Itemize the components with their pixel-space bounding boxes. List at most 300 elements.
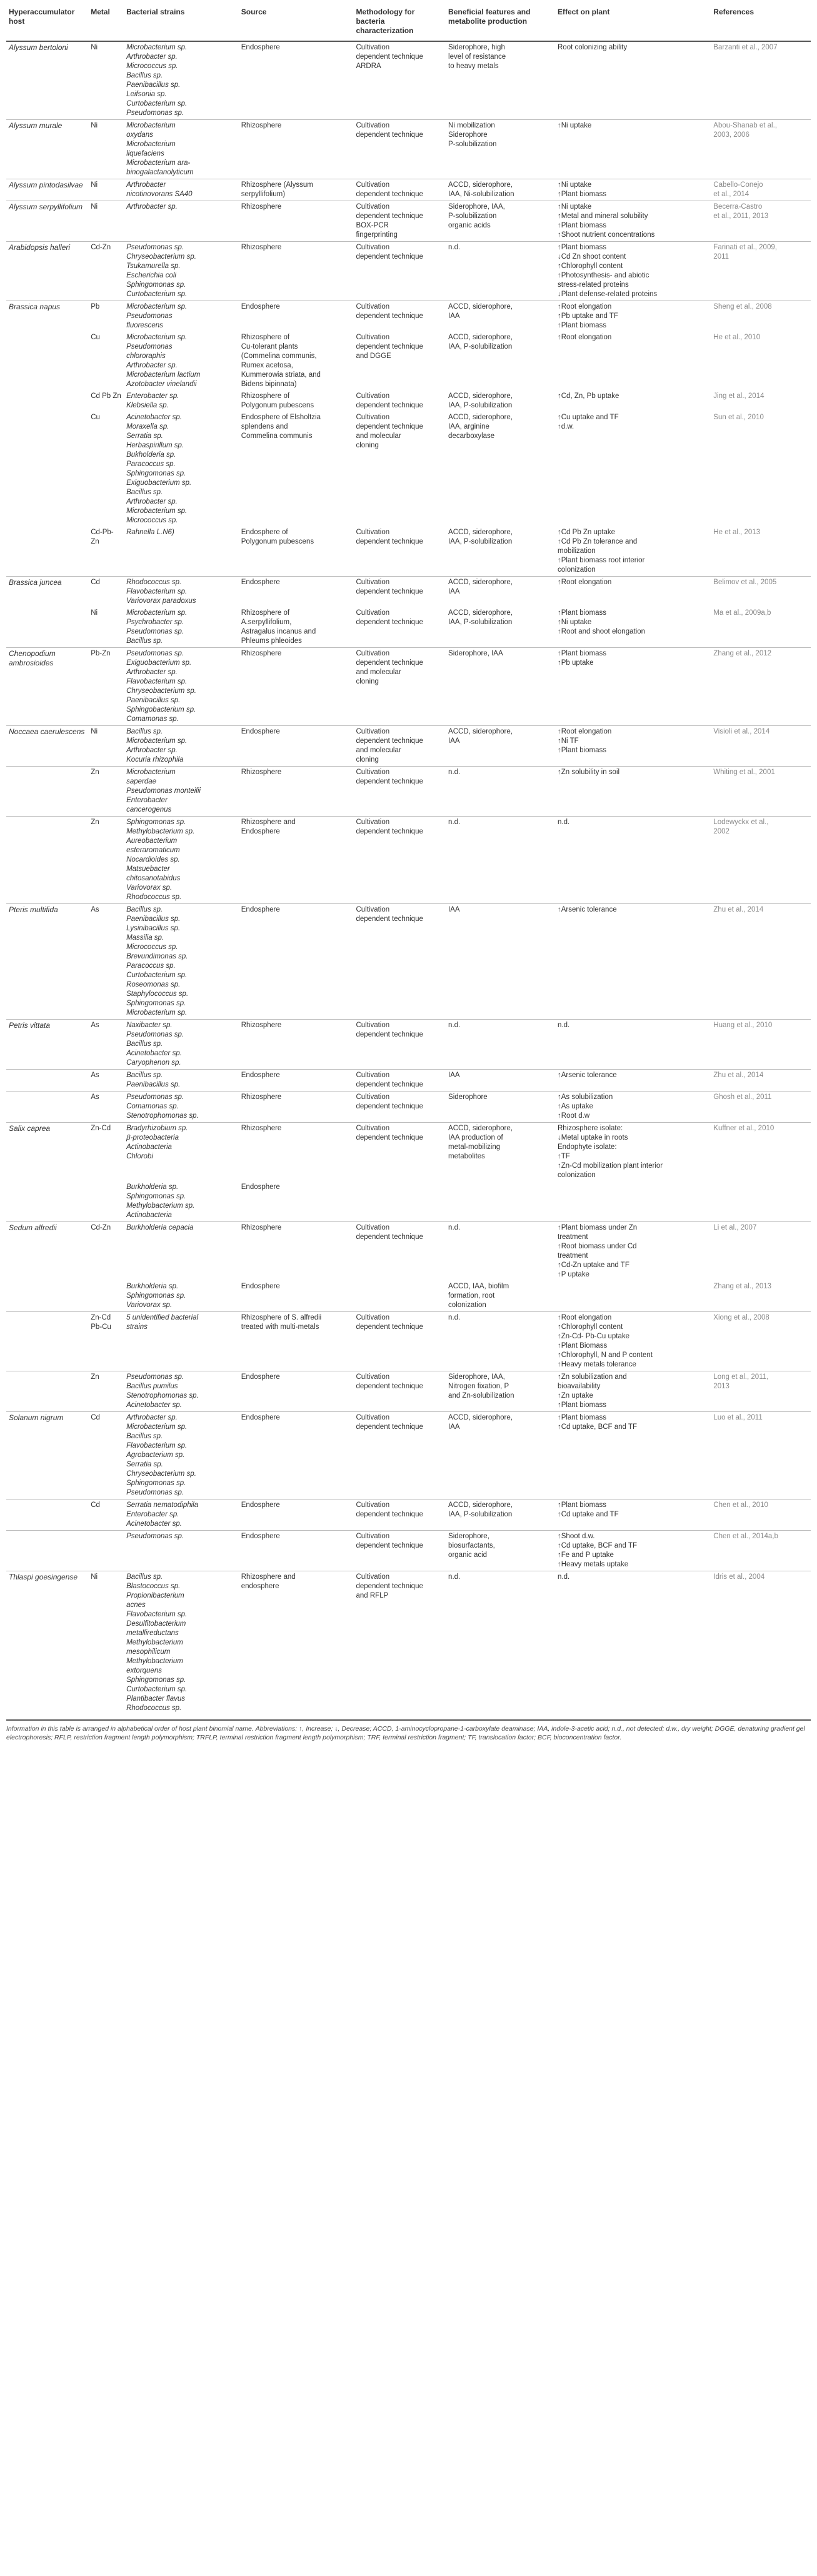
cell-effect-line: n.d. <box>558 1573 570 1581</box>
cell-method-line: dependent technique <box>356 778 423 785</box>
cell-features <box>446 390 555 412</box>
cell-method <box>353 1181 446 1222</box>
cell-source-line: Rhizosphere <box>241 1224 282 1231</box>
hyperaccumulator-table <box>6 5 811 1714</box>
cell-strains-line: Curtobacterium sp. <box>126 100 188 107</box>
cell-metal: As <box>88 1070 124 1092</box>
cell-source-line: Rhizosphere of <box>241 392 290 400</box>
cell-source <box>239 1070 354 1092</box>
cell-host: Salix caprea <box>6 1123 88 1182</box>
cell-features-line: Siderophore <box>448 131 488 139</box>
cell-effect-line: n.d. <box>558 818 570 826</box>
cell-metal: Ni <box>88 120 124 179</box>
cell-reference <box>711 332 811 390</box>
cell-strains-line: Microbacterium sp. <box>126 334 188 341</box>
cell-features <box>446 179 555 201</box>
cell-method <box>353 726 446 767</box>
cell-strains-line: Comamonas sp. <box>126 715 179 723</box>
cell-source <box>239 767 354 817</box>
cell-features-line: IAA <box>448 1072 460 1079</box>
cell-effect-line: ↑Cd-Zn uptake and TF <box>558 1261 629 1269</box>
cell-strains-line: Enterobacter sp. <box>126 392 179 400</box>
cell-strains-line: liquefaciens <box>126 150 164 157</box>
cell-source <box>239 332 354 390</box>
cell-host <box>6 1181 88 1222</box>
cell-reference-line: Xiong et al., 2008 <box>713 1314 769 1321</box>
cell-features-line: IAA, P-solubilization <box>448 343 513 351</box>
cell-source <box>239 301 354 332</box>
cell-strains-line: Arthrobacter sp. <box>126 747 178 754</box>
cell-reference <box>711 1070 811 1092</box>
cell-source <box>239 120 354 179</box>
cell-method-line: Cultivation <box>356 203 390 211</box>
cell-strains <box>124 120 239 179</box>
cell-effect-line: ↑Ni uptake <box>558 122 592 129</box>
cell-features <box>446 412 555 527</box>
cell-features-line: IAA <box>448 906 460 913</box>
cell-strains <box>124 1371 239 1412</box>
cell-method <box>353 242 446 301</box>
cell-strains-line: Pseudomonas sp. <box>126 244 184 251</box>
cell-strains <box>124 904 239 1020</box>
cell-effect-line: ↑Photosynthesis- and abiotic <box>558 272 649 279</box>
cell-reference-line: 2011 <box>713 253 729 261</box>
cell-strains-line: Pseudomonas sp. <box>126 650 184 657</box>
cell-effect-line: ↑Plant biomass <box>558 322 606 329</box>
cell-method-line: Cultivation <box>356 579 390 586</box>
cell-features-line: IAA <box>448 588 460 595</box>
cell-source <box>239 41 354 120</box>
cell-reference <box>711 1181 811 1222</box>
cell-method-line: dependent technique <box>356 1031 423 1038</box>
cell-strains-line: Arthrobacter sp. <box>126 203 178 211</box>
cell-host: Alyssum murale <box>6 120 88 179</box>
cell-features-line: formation, root <box>448 1292 495 1300</box>
cell-effect <box>555 242 711 301</box>
cell-effect-line: ↑Cd uptake and TF <box>558 1511 619 1518</box>
cell-strains-line: Curtobacterium sp. <box>126 972 188 979</box>
cell-source <box>239 1531 354 1571</box>
cell-strains-line: Arthrobacter sp. <box>126 498 178 505</box>
cell-strains-line: Rhodococcus sp. <box>126 579 182 586</box>
cell-features-line: and Zn-solubilization <box>448 1392 514 1400</box>
cell-reference <box>711 1412 811 1499</box>
cell-effect-line: Endophyte isolate: <box>558 1143 617 1151</box>
cell-source <box>239 726 354 767</box>
cell-host <box>6 390 88 412</box>
cell-features-line: ACCD, siderophore, <box>448 303 513 311</box>
cell-features-line: ACCD, siderophore, <box>448 579 513 586</box>
cell-features <box>446 1412 555 1499</box>
cell-strains-line: mesophilicum <box>126 1648 171 1656</box>
cell-effect-line: ↑TF <box>558 1153 570 1160</box>
table-row <box>6 1412 811 1499</box>
cell-method <box>353 1571 446 1715</box>
cell-effect <box>555 767 711 817</box>
cell-effect-line: ↑Chlorophyll content <box>558 1323 623 1331</box>
cell-source-line: Rhizosphere of <box>241 609 290 617</box>
cell-method <box>353 904 446 1020</box>
cell-strains-line: Serratia sp. <box>126 432 163 440</box>
cell-effect-line: ↑Root d.w <box>558 1112 590 1120</box>
cell-features <box>446 242 555 301</box>
cell-strains-line: Klebsiella sp. <box>126 402 169 409</box>
cell-features <box>446 904 555 1020</box>
cell-reference-line: Kuffner et al., 2010 <box>713 1125 774 1132</box>
cell-strains-line: Microbacterium sp. <box>126 609 188 617</box>
cell-reference-line: Jing et al., 2014 <box>713 392 764 400</box>
cell-metal: Zn <box>88 1371 124 1412</box>
cell-strains-line: Microbacterium sp. <box>126 1009 188 1017</box>
cell-effect-line: ↑Fe and P uptake <box>558 1551 614 1559</box>
cell-strains-line: Sphingomonas sp. <box>126 818 186 826</box>
cell-effect-line: ↑Ni uptake <box>558 203 592 211</box>
header-strains: Bacterial strains <box>124 5 239 41</box>
cell-source <box>239 412 354 527</box>
cell-features-line: ACCD, siderophore, <box>448 334 513 341</box>
cell-strains-line: Sphingobacterium sp. <box>126 706 196 714</box>
cell-source-line: treated with multi-metals <box>241 1323 319 1331</box>
cell-strains-line: Micrococcus sp. <box>126 943 178 951</box>
cell-strains-line: Flavobacterium sp. <box>126 1442 188 1450</box>
cell-source-line: Rhizosphere <box>241 1022 282 1029</box>
cell-effect <box>555 607 711 648</box>
cell-reference-line: Belimov et al., 2005 <box>713 579 777 586</box>
cell-strains-line: Sphingomonas sp. <box>126 1193 186 1200</box>
table-row <box>6 1070 811 1092</box>
cell-features-line: n.d. <box>448 818 461 826</box>
cell-method <box>353 1499 446 1531</box>
cell-reference-line: Idris et al., 2004 <box>713 1573 765 1581</box>
cell-strains-line: Micrococcus sp. <box>126 517 178 524</box>
cell-strains-line: Bradyrhizobium sp. <box>126 1125 188 1132</box>
cell-strains <box>124 1412 239 1499</box>
cell-source <box>239 1571 354 1715</box>
cell-features-line: ACCD, siderophore, <box>448 181 513 189</box>
cell-strains-line: Staphylococcus sp. <box>126 990 189 998</box>
cell-strains-line: Micrococcus sp. <box>126 62 178 70</box>
cell-strains-line: Microbacterium <box>126 122 176 129</box>
cell-method-line: cloning <box>356 678 379 685</box>
cell-features <box>446 1092 555 1123</box>
cell-strains-line: Pseudomonas sp. <box>126 109 184 117</box>
cell-method-line: Cultivation <box>356 609 390 617</box>
cell-effect <box>555 332 711 390</box>
cell-strains-line: Chryseobacterium sp. <box>126 1470 196 1478</box>
cell-features-line: metabolites <box>448 1153 485 1160</box>
cell-strains-line: Kocuria rhizophila <box>126 756 184 763</box>
cell-metal: Cd-Zn <box>88 1222 124 1281</box>
cell-method-line: Cultivation <box>356 1414 390 1421</box>
cell-strains-line: Paracoccus sp. <box>126 460 176 468</box>
cell-strains-line: Paenibacillus sp. <box>126 81 181 89</box>
cell-effect-line: ↑Root elongation <box>558 579 612 586</box>
cell-effect <box>555 1281 711 1312</box>
cell-features-line: ACCD, siderophore, <box>448 609 513 617</box>
cell-source-line: splendens and <box>241 423 288 430</box>
cell-strains <box>124 1070 239 1092</box>
cell-strains-line: Paracoccus sp. <box>126 962 176 970</box>
cell-strains-line: Sphingomonas sp. <box>126 1676 186 1684</box>
cell-strains-line: 5 unidentified bacterial <box>126 1314 199 1321</box>
cell-strains-line: Microbacterium ara- <box>126 159 191 167</box>
cell-features-line: ACCD, siderophore, <box>448 529 513 536</box>
cell-method-line: Cultivation <box>356 1533 390 1540</box>
cell-strains <box>124 817 239 904</box>
cell-reference <box>711 904 811 1020</box>
cell-reference-line: Chen et al., 2014a,b <box>713 1533 778 1540</box>
table-header-row <box>6 5 811 41</box>
cell-strains-line: Pseudomonas sp. <box>126 1093 184 1101</box>
cell-strains-line: esteraromaticum <box>126 847 180 854</box>
cell-source-line: Endosphere <box>241 44 280 51</box>
table-row <box>6 242 811 301</box>
cell-strains-line: Paenibacillus sp. <box>126 1081 181 1088</box>
footnote-lead: Information in this table is arranged in alphabetical order of host plant binomial name. <box>6 1725 254 1733</box>
cell-reference-line: Zhang et al., 2012 <box>713 650 772 657</box>
cell-effect-line: ↑Plant biomass <box>558 191 606 198</box>
cell-method-line: Cultivation <box>356 1093 390 1101</box>
cell-source-line: Kummerowia striata, and <box>241 371 321 379</box>
cell-host <box>6 767 88 817</box>
cell-method-line: and RFLP <box>356 1592 389 1599</box>
table-row <box>6 767 811 817</box>
cell-effect-line: colonization <box>558 566 596 574</box>
cell-effect-line: treatment <box>558 1233 588 1241</box>
cell-features-line: IAA, P-solubilization <box>448 619 513 626</box>
cell-features-line: n.d. <box>448 768 461 776</box>
cell-strains <box>124 1092 239 1123</box>
cell-features <box>446 1371 555 1412</box>
cell-features-line: ACCD, siderophore, <box>448 414 513 421</box>
cell-method-line: dependent technique <box>356 915 423 923</box>
cell-method-line: Cultivation <box>356 650 390 657</box>
cell-effect-line: ↓Metal uptake in roots <box>558 1134 628 1141</box>
cell-method-line: dependent technique <box>356 619 423 626</box>
cell-features-line: metal-mobilizing <box>448 1143 501 1151</box>
cell-metal: Ni <box>88 1571 124 1715</box>
cell-host <box>6 1371 88 1412</box>
cell-effect-line: ↑Cd uptake, BCF and TF <box>558 1423 637 1431</box>
cell-reference-line: Barzanti et al., 2007 <box>713 44 778 51</box>
cell-strains-line: Bacillus sp. <box>126 1573 163 1581</box>
header-source: Source <box>239 5 354 41</box>
cell-features-line: IAA <box>448 737 460 745</box>
cell-source-line: Rhizosphere of <box>241 334 290 341</box>
cell-strains-line: Brevundimonas sp. <box>126 953 188 960</box>
cell-strains-line: Methylobacterium <box>126 1639 183 1646</box>
cell-strains-line: acnes <box>126 1601 146 1609</box>
cell-strains-line: Curtobacterium sp. <box>126 291 188 298</box>
cell-strains-line: metallireductans <box>126 1629 179 1637</box>
table-row <box>6 301 811 332</box>
cell-strains-line: Acinetobacter sp. <box>126 414 182 421</box>
cell-reference-line: Whiting et al., 2001 <box>713 768 775 776</box>
table-row <box>6 412 811 527</box>
cell-host: Noccaea caerulescens <box>6 726 88 767</box>
cell-source-line: Rhizosphere and <box>241 818 296 826</box>
cell-metal: Pb-Zn <box>88 648 124 726</box>
cell-method-line: dependent technique <box>356 402 423 409</box>
cell-strains-line: Actinobacteria <box>126 1143 172 1151</box>
cell-metal: Cd-Pb-Zn <box>91 529 114 545</box>
cell-source-line: Phleums phleoides <box>241 637 302 645</box>
header-method: Methodology for bacteria characterization <box>353 5 446 41</box>
cell-strains-line: Caryophenon sp. <box>126 1059 181 1067</box>
cell-reference-line: Farinati et al., 2009, <box>713 244 777 251</box>
cell-reference-line: Huang et al., 2010 <box>713 1022 773 1029</box>
table-row <box>6 817 811 904</box>
cell-method <box>353 527 446 577</box>
cell-effect <box>555 179 711 201</box>
cell-effect <box>555 1371 711 1412</box>
cell-method <box>353 1070 446 1092</box>
cell-strains-line: Comamonas sp. <box>126 1103 179 1110</box>
cell-strains-line: Variovorax paradoxus <box>126 597 196 605</box>
cell-metal: Cu <box>91 414 100 421</box>
cell-strains-line: extorquens <box>126 1667 162 1674</box>
cell-effect-line: ↑Plant biomass <box>558 222 606 229</box>
cell-method-line: and molecular <box>356 432 401 440</box>
table-row <box>6 1092 811 1123</box>
cell-strains-line: Bacillus sp. <box>126 906 163 913</box>
cell-strains <box>124 1281 239 1312</box>
cell-method-line: Cultivation <box>356 768 390 776</box>
cell-strains-line: Flavobacterium sp. <box>126 678 188 685</box>
cell-features <box>446 1181 555 1222</box>
cell-strains-line: Pseudomonas sp. <box>126 1373 184 1381</box>
cell-method-line: Cultivation <box>356 414 390 421</box>
cell-features <box>446 201 555 242</box>
cell-effect-line: ↑Arsenic tolerance <box>558 906 617 913</box>
cell-source-line: Endosphere <box>241 1183 280 1191</box>
table-row <box>6 41 811 120</box>
cell-source <box>239 607 354 648</box>
table-row <box>6 179 811 201</box>
cell-reference <box>711 527 811 577</box>
cell-reference-line: Zhang et al., 2013 <box>713 1283 772 1290</box>
cell-method-line: Cultivation <box>356 1022 390 1029</box>
footnote-abbreviations: Abbreviations: ↑, Increase; ↓, Decrease; ACCD, 1-aminocyclopropane-1-carboxylate deaminase; IAA, indole-3-acetic acid; n.d., not detected; d.w., dry weight; DGGE, denaturing gradient gel electrophoresis; RFLP, restriction fragment length polymorphism; TRFLP, terminal restriction fragment length polymorphism; TRF, terminal restriction fragment; TF, translocation factor; BCF, bioconcentration factor. <box>6 1725 805 1741</box>
cell-method <box>353 201 446 242</box>
cell-method-line: cloning <box>356 442 379 449</box>
cell-effect-line: ↑Plant biomass <box>558 650 606 657</box>
cell-strains <box>124 1123 239 1182</box>
cell-features-line: Nitrogen fixation, P <box>448 1383 509 1390</box>
cell-strains-line: β-proteobacteria <box>126 1134 179 1141</box>
cell-effect-line: ↑Chlorophyll content <box>558 262 623 270</box>
cell-effect-line: ↑Chlorophyll, N and P content <box>558 1351 653 1359</box>
cell-features <box>446 1020 555 1070</box>
cell-effect-line: ↑Zn solubilization and <box>558 1373 627 1381</box>
cell-effect-line: mobilization <box>558 547 596 555</box>
cell-strains-line: Azotobacter vinelandii <box>126 380 197 388</box>
cell-strains-line: Bacillus sp. <box>126 728 163 735</box>
cell-effect-line: ↑Root elongation <box>558 728 612 735</box>
cell-effect-line: ↑Shoot nutrient concentrations <box>558 231 655 239</box>
cell-strains <box>124 767 239 817</box>
cell-features-line: ACCD, siderophore, <box>448 392 513 400</box>
cell-host <box>6 527 88 577</box>
cell-source-line: Endosphere <box>241 303 280 311</box>
cell-strains-line: Microbacterium sp. <box>126 507 188 515</box>
cell-method-line: dependent technique <box>356 588 423 595</box>
cell-strains-line: Burkholderia sp. <box>126 1183 179 1191</box>
cell-method <box>353 1092 446 1123</box>
cell-method-line: cloning <box>356 756 379 763</box>
cell-method <box>353 648 446 726</box>
cell-features-line: organic acid <box>448 1551 488 1559</box>
cell-source <box>239 1020 354 1070</box>
cell-effect-line: ↑As uptake <box>558 1103 593 1110</box>
cell-host: Chenopodium ambrosioides <box>6 648 88 726</box>
cell-features-line: IAA, arginine <box>448 423 489 430</box>
cell-features <box>446 817 555 904</box>
cell-strains <box>124 412 239 527</box>
cell-features <box>446 1571 555 1715</box>
cell-strains-line: Acinetobacter sp. <box>126 1401 182 1409</box>
cell-reference <box>711 1123 811 1182</box>
cell-strains-line: Psychrobacter sp. <box>126 619 184 626</box>
cell-effect <box>555 1531 711 1571</box>
cell-features <box>446 1070 555 1092</box>
cell-host: Brassica napus <box>6 301 88 332</box>
cell-effect-line: ↑Root elongation <box>558 334 612 341</box>
cell-method-line: dependent technique <box>356 1583 423 1590</box>
cell-effect-line: ↑Ni uptake <box>558 181 592 189</box>
cell-strains <box>124 1531 239 1571</box>
cell-host <box>6 332 88 390</box>
cell-metal: Ni <box>91 609 98 617</box>
cell-effect-line: ↑Plant biomass root interior <box>558 557 645 564</box>
cell-source-line: Cu-tolerant plants <box>241 343 298 351</box>
cell-features-line: Siderophore, IAA, <box>448 1373 505 1381</box>
cell-method-line: Cultivation <box>356 818 390 826</box>
cell-method <box>353 577 446 608</box>
cell-metal <box>88 1531 124 1571</box>
header-host: Hyperaccumulator host <box>6 5 88 41</box>
cell-strains <box>124 1181 239 1222</box>
cell-effect-line: ↑Plant biomass <box>558 244 606 251</box>
cell-reference <box>711 817 811 904</box>
cell-strains-line: Serratia nematodiphila <box>126 1501 199 1509</box>
table-row <box>6 1571 811 1715</box>
cell-source <box>239 1092 354 1123</box>
cell-method <box>353 1281 446 1312</box>
cell-source <box>239 390 354 412</box>
cell-source-line: Rhizosphere <box>241 122 282 129</box>
cell-source-line: Rhizosphere (Alyssum <box>241 181 313 189</box>
cell-reference <box>711 390 811 412</box>
cell-method-line: Cultivation <box>356 44 390 51</box>
cell-method-line: dependent technique <box>356 253 423 261</box>
cell-effect-line: bioavailability <box>558 1383 601 1390</box>
cell-strains-line: Bacillus sp. <box>126 1433 163 1440</box>
cell-source-line: Rhizosphere <box>241 650 282 657</box>
cell-strains-line: Serratia sp. <box>126 1461 163 1468</box>
cell-effect-line: ↑Plant biomass <box>558 609 606 617</box>
cell-metal: Cd-Zn <box>88 242 124 301</box>
cell-features <box>446 1123 555 1182</box>
cell-features <box>446 1281 555 1312</box>
cell-effect <box>555 412 711 527</box>
cell-source <box>239 904 354 1020</box>
cell-reference <box>711 607 811 648</box>
cell-effect-line: ↑Plant biomass <box>558 1414 606 1421</box>
cell-strains-line: Rhodococcus sp. <box>126 893 182 901</box>
cell-metal: Zn-Cd <box>88 1123 124 1182</box>
cell-method <box>353 390 446 412</box>
